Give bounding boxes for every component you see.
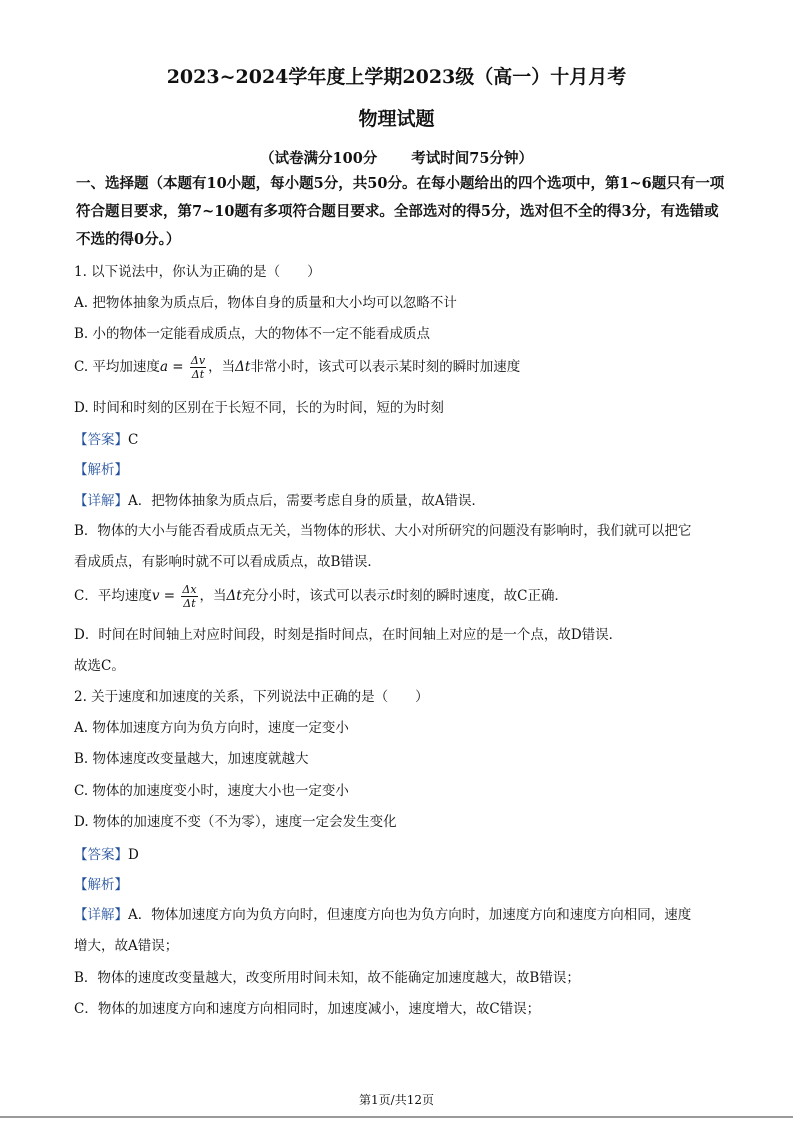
q1-detail-d: D．时间在时间轴上对应时间段，时刻是指时间点，在时间轴上对应的是一个点，故D错误． xyxy=(74,627,623,643)
q1-detail-a-text: A．把物体抽象为质点后，需要考虑自身的质量，故A错误． xyxy=(128,493,485,509)
q1-option-b: B. 小的物体一定能看成质点，大的物体不一定不能看成质点 xyxy=(74,326,431,342)
q1-detail-c-denominator: Δt xyxy=(183,597,196,610)
q1-answer-tag: 【答案】 xyxy=(74,432,128,448)
q1-stem: 1. 以下说法中，你认为正确的是（ ） xyxy=(74,264,321,280)
q2-detail-c: C．物体的加速度方向和速度方向相同时，加速度减小，速度增大，故C错误； xyxy=(74,1001,541,1017)
q2-detail-a-text: A．物体加速度方向为负方向时，但速度方向也为负方向时，加速度方向和速度方向相同，速度 xyxy=(128,907,692,923)
q1-option-c-suffix: 非常小时，该式可以表示某时刻的瞬时加速度 xyxy=(250,359,521,375)
q1-detail-b-line1: B．物体的大小与能否看成质点无关，当物体的形状、大小对所研究的问题没有影响时，我们就可以把它 xyxy=(74,523,692,539)
q1-option-c-denominator: Δt xyxy=(191,368,205,381)
q2-option-d: D. 物体的加速度不变（不为零），速度一定会发生变化 xyxy=(74,814,397,830)
q1-detail-b-line2: 看成质点，有影响时就不可以看成质点，故B错误． xyxy=(74,554,381,570)
q1-conclusion: 故选C。 xyxy=(74,658,125,674)
q2-analysis-label: 【解析】 xyxy=(74,877,128,893)
q1-detail-c-var: v xyxy=(151,588,160,604)
q2-detail-a-line2: 增大，故A错误； xyxy=(74,938,179,954)
q1-detail-c-dt: Δt xyxy=(226,588,242,604)
q2-stem: 2. 关于速度和加速度的关系，下列说法中正确的是（ ） xyxy=(74,689,429,705)
score-info: （试卷满分100分 xyxy=(260,150,378,167)
q1-detail-c-suffix: 时刻的瞬时速度，故C正确． xyxy=(395,588,569,604)
q2-option-b: B. 物体速度改变量越大，加速度就越大 xyxy=(74,751,309,767)
q2-answer-value: D xyxy=(128,847,139,863)
q2-answer xyxy=(74,843,139,863)
q2-detail-tag: 【详解】 xyxy=(74,907,128,923)
q2-option-a: A. 物体加速度方向为负方向时，速度一定变小 xyxy=(74,720,349,736)
q1-option-d: D. 时间和时刻的区别在于长短不同，长的为时间，短的为时刻 xyxy=(74,400,444,416)
q1-option-c-dt: Δt xyxy=(235,359,251,375)
q2-option-c: C. 物体的加速度变小时，速度大小也一定变小 xyxy=(74,783,349,799)
q2-detail-b: B．物体的速度改变量越大，改变所用时间未知，故不能确定加速度越大，故B错误； xyxy=(74,970,580,986)
q1-option-a: A. 把物体抽象为质点后，物体自身的质量和大小均可以忽略不计 xyxy=(74,295,457,311)
q1-option-c-fraction xyxy=(190,354,206,381)
q1-option-c-eq: = xyxy=(168,359,188,375)
section-heading: 一、选择题（本题有10小题，每小题5分，共50分。在每小题给出的四个选项中，第1~6题只有一项符合题目要求，第7~10题有多项符合题目要求。全部选对的得5分，选对但不全的得3分，有选错或不选的得0分。） xyxy=(76,175,725,248)
page-number: 第1页/共12页 xyxy=(359,1093,434,1107)
q1-answer xyxy=(74,428,138,448)
page-bottom-divider xyxy=(0,1116,793,1118)
exam-title: 2023~2024学年度上学期2023级（高一）十月月考 xyxy=(166,66,627,88)
q1-detail-c-eq: = xyxy=(159,588,180,604)
q2-detail-a-line1 xyxy=(74,903,691,923)
q1-detail-tag: 【详解】 xyxy=(74,493,128,509)
q1-analysis-label: 【解析】 xyxy=(74,462,128,478)
q2-analysis-tag xyxy=(74,873,128,893)
q1-detail-c-mid2: 充分小时，该式可以表示 xyxy=(241,588,391,604)
q1-detail-c-prefix: C．平均速度 xyxy=(74,588,152,604)
exam-info xyxy=(0,147,793,168)
q1-option-c-prefix: C. 平均加速度 xyxy=(74,359,160,375)
q1-detail-c-fraction xyxy=(181,583,197,610)
q1-detail-c xyxy=(74,583,568,610)
q1-option-c-mid: ，当 xyxy=(208,359,236,375)
q1-option-c-numerator: Δv xyxy=(190,354,206,367)
q1-answer-value: C xyxy=(128,432,139,448)
q1-detail-a xyxy=(74,489,485,509)
q1-detail-c-mid: ，当 xyxy=(199,588,227,604)
q1-option-c-var: a xyxy=(159,359,168,375)
q1-analysis-tag xyxy=(74,458,128,478)
exam-subject: 物理试题 xyxy=(358,108,435,130)
q1-detail-c-numerator: Δx xyxy=(182,583,197,596)
q1-detail-c-t: t xyxy=(390,588,396,604)
q2-answer-tag: 【答案】 xyxy=(74,847,128,863)
time-info: 考试时间75分钟） xyxy=(411,150,533,167)
q1-option-c xyxy=(74,354,520,381)
